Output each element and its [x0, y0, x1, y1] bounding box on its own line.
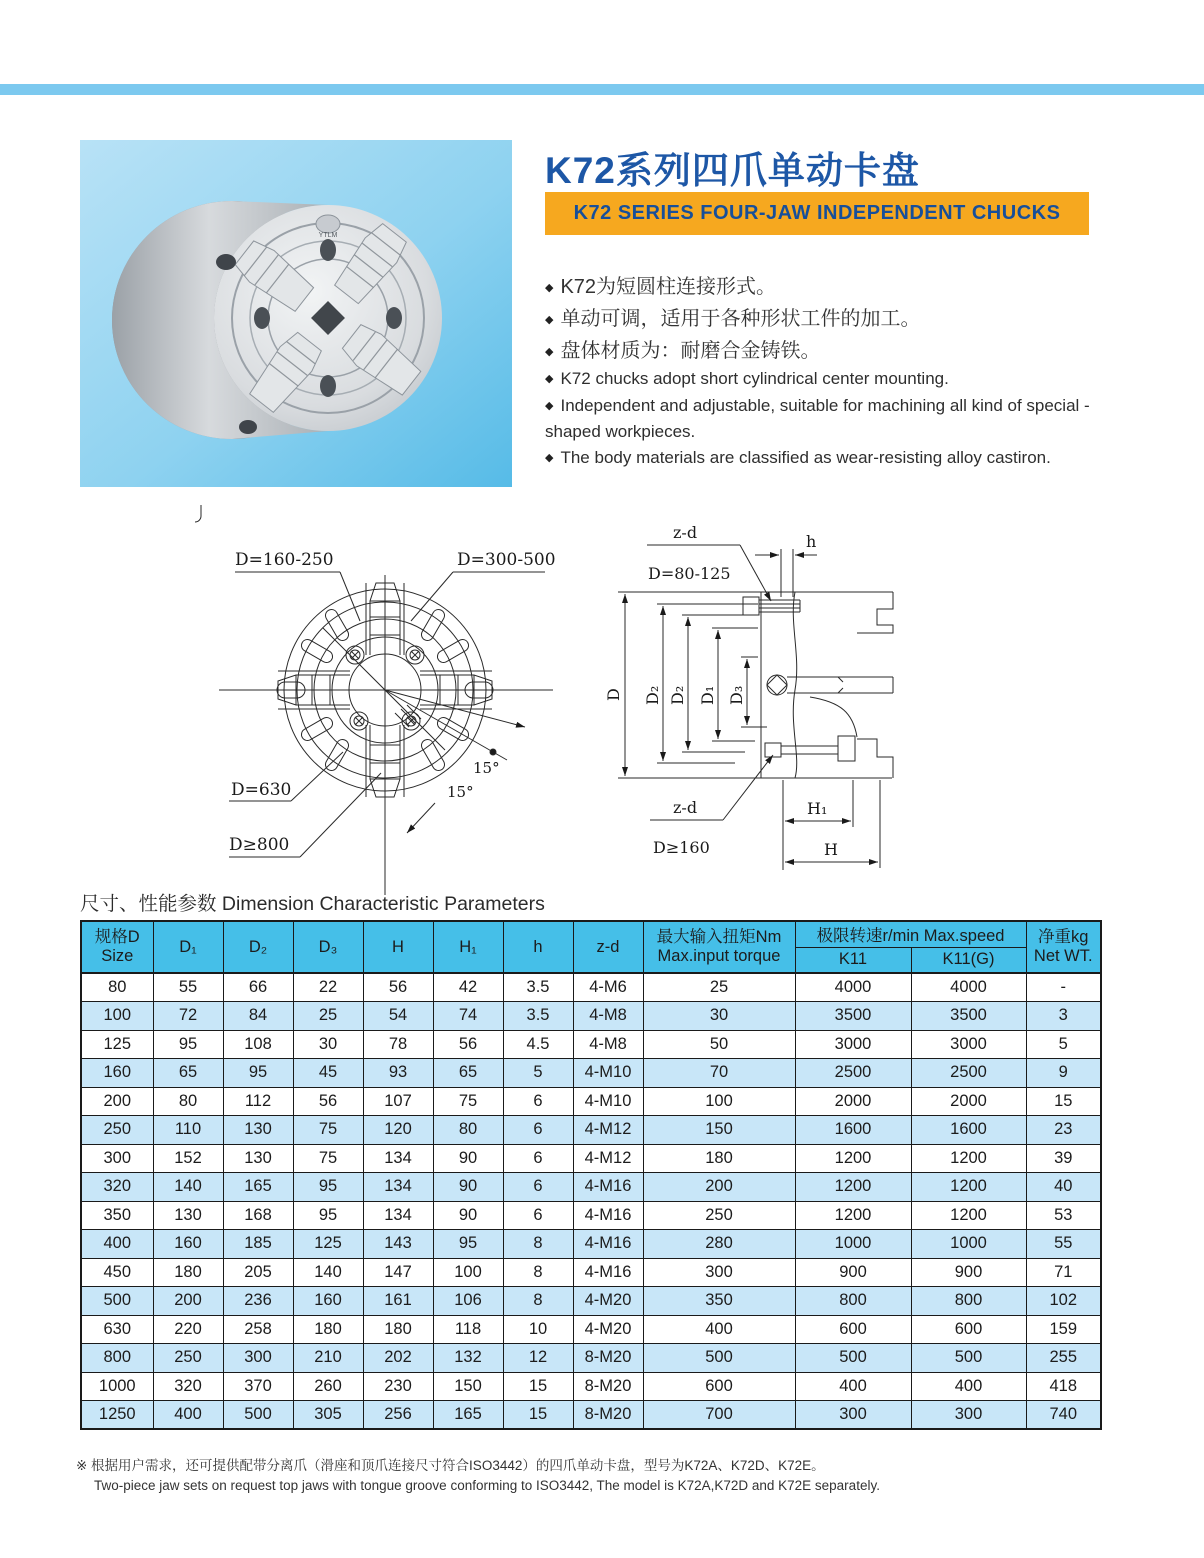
table-cell: 95 — [223, 1059, 293, 1088]
table-cell: 500 — [643, 1344, 795, 1373]
features-chinese — [545, 272, 1100, 368]
table-cell: 56 — [363, 973, 433, 1002]
table-row — [81, 1116, 1101, 1145]
table-cell: 255 — [1026, 1344, 1101, 1373]
table-cell: - — [1026, 973, 1101, 1002]
features-english — [545, 366, 1103, 471]
front-view-diagram — [195, 505, 590, 902]
table-cell: 4-M10 — [573, 1059, 643, 1088]
table-cell: 400 — [911, 1372, 1026, 1401]
col-header-size-en: Size — [101, 947, 134, 965]
table-cell: 130 — [223, 1144, 293, 1173]
table-cell: 112 — [223, 1087, 293, 1116]
col-header-torque-en: Max.input torque — [657, 947, 781, 965]
table-cell: 220 — [153, 1315, 223, 1344]
dim-label-d2a: D₂ — [643, 685, 662, 705]
table-cell: 78 — [363, 1030, 433, 1059]
feature-text: The body materials are classified as wear-resisting alloy castiron. — [560, 447, 1051, 467]
table-cell: 65 — [153, 1059, 223, 1088]
table-cell: 1000 — [795, 1230, 911, 1259]
diamond-bullet-icon: ◆ — [545, 346, 554, 358]
table-cell: 800 — [795, 1287, 911, 1316]
table-cell: 1250 — [81, 1401, 153, 1430]
col-header-size-cn: 规格D — [94, 928, 140, 946]
table-cell: 132 — [433, 1344, 503, 1373]
col-header-speed-group: 极限转速r/min Max.speed — [795, 921, 1026, 947]
table-cell: 8 — [503, 1230, 573, 1259]
feature-item — [545, 393, 1103, 445]
dim-label-d300-500: D=300-500 — [457, 550, 556, 570]
table-cell: 4-M10 — [573, 1087, 643, 1116]
table-cell: 107 — [363, 1087, 433, 1116]
table-cell: 147 — [363, 1258, 433, 1287]
table-cell: 400 — [153, 1401, 223, 1430]
table-cell: 80 — [153, 1087, 223, 1116]
table-cell: 1200 — [795, 1173, 911, 1202]
table-cell: 15 — [503, 1401, 573, 1430]
table-cell: 75 — [293, 1116, 363, 1145]
table-cell: 72 — [153, 1002, 223, 1031]
table-cell: 180 — [363, 1315, 433, 1344]
table-cell: 6 — [503, 1201, 573, 1230]
table-cell: 25 — [643, 973, 795, 1002]
col-header-weight-cn: 净重kg — [1038, 928, 1089, 946]
table-cell: 5 — [1026, 1030, 1101, 1059]
table-cell: 4-M20 — [573, 1315, 643, 1344]
table-cell: 800 — [81, 1344, 153, 1373]
table-row — [81, 1002, 1101, 1031]
table-cell: 300 — [81, 1144, 153, 1173]
table-cell: 300 — [795, 1401, 911, 1430]
col-header-k11g: K11(G) — [911, 947, 1026, 973]
table-cell: 320 — [153, 1372, 223, 1401]
table-cell: 280 — [643, 1230, 795, 1259]
table-cell: 165 — [223, 1173, 293, 1202]
feature-text: K72 chucks adopt short cylindrical center mounting. — [560, 369, 949, 388]
dim-label-h: H — [824, 840, 838, 859]
dim-label-d800: D≥800 — [229, 835, 290, 855]
table-cell: 400 — [643, 1315, 795, 1344]
table-cell: 202 — [363, 1344, 433, 1373]
diamond-bullet-icon: ◆ — [545, 373, 554, 385]
table-cell: 300 — [643, 1258, 795, 1287]
table-cell: 800 — [911, 1287, 1026, 1316]
dim-label-h1: H₁ — [807, 799, 828, 818]
feature-text: 盘体材质为：耐磨合金铸铁。 — [560, 340, 821, 362]
table-cell: 55 — [153, 973, 223, 1002]
table-cell: 4-M16 — [573, 1173, 643, 1202]
table-cell: 71 — [1026, 1258, 1101, 1287]
table-cell: 140 — [293, 1258, 363, 1287]
table-cell: 8-M20 — [573, 1401, 643, 1430]
table-row — [81, 1087, 1101, 1116]
table-cell: 100 — [433, 1258, 503, 1287]
table-cell: 740 — [1026, 1401, 1101, 1430]
table-cell: 500 — [81, 1287, 153, 1316]
table-cell: 70 — [643, 1059, 795, 1088]
table-cell: 143 — [363, 1230, 433, 1259]
feature-text: K72为短圆柱连接形式。 — [560, 276, 777, 298]
table-cell: 350 — [643, 1287, 795, 1316]
table-cell: 6 — [503, 1173, 573, 1202]
table-cell: 2000 — [911, 1087, 1026, 1116]
col-header-d2: D₂ — [223, 921, 293, 973]
subtitle-bar — [545, 192, 1089, 235]
table-cell: 320 — [81, 1173, 153, 1202]
table-cell: 110 — [153, 1116, 223, 1145]
table-cell: 15 — [503, 1372, 573, 1401]
table-cell: 6 — [503, 1144, 573, 1173]
table-cell: 1200 — [911, 1144, 1026, 1173]
table-cell: 95 — [153, 1030, 223, 1059]
table-cell: 8-M20 — [573, 1372, 643, 1401]
table-cell: 4000 — [911, 973, 1026, 1002]
table-cell: 161 — [363, 1287, 433, 1316]
table-cell: 2500 — [795, 1059, 911, 1088]
table-cell: 3000 — [911, 1030, 1026, 1059]
feature-text: Independent and adjustable, suitable for machining all kind of special -shaped workpieces. — [545, 395, 1090, 441]
table-cell: 40 — [1026, 1173, 1101, 1202]
table-cell: 90 — [433, 1201, 503, 1230]
table-cell: 45 — [293, 1059, 363, 1088]
feature-item — [545, 336, 1100, 368]
table-cell: 180 — [293, 1315, 363, 1344]
table-row — [81, 1030, 1101, 1059]
table-cell: 418 — [1026, 1372, 1101, 1401]
feature-item — [545, 272, 1100, 304]
table-cell: 140 — [153, 1173, 223, 1202]
col-header-k11: K11 — [795, 947, 911, 973]
table-cell: 106 — [433, 1287, 503, 1316]
table-cell: 108 — [223, 1030, 293, 1059]
dim-label-zd-top: z-d — [673, 523, 698, 542]
dimension-parameters-table — [80, 920, 1102, 1430]
chuck-photo-illustration — [80, 140, 512, 487]
table-cell: 120 — [363, 1116, 433, 1145]
table-cell: 1200 — [795, 1201, 911, 1230]
col-header-size — [81, 921, 153, 973]
table-cell: 230 — [363, 1372, 433, 1401]
table-cell: 134 — [363, 1201, 433, 1230]
table-row — [81, 1144, 1101, 1173]
table-cell: 8 — [503, 1258, 573, 1287]
dim-label-d160-250: D=160-250 — [235, 550, 334, 570]
table-cell: 6 — [503, 1087, 573, 1116]
table-cell: 4-M20 — [573, 1287, 643, 1316]
top-divider-stripe — [0, 84, 1204, 95]
table-row — [81, 973, 1101, 1002]
table-cell: 1000 — [81, 1372, 153, 1401]
table-cell: 130 — [153, 1201, 223, 1230]
table-cell: 93 — [363, 1059, 433, 1088]
table-cell: 260 — [293, 1372, 363, 1401]
feature-item — [545, 445, 1103, 472]
table-cell: 4-M8 — [573, 1002, 643, 1031]
table-cell: 23 — [1026, 1116, 1101, 1145]
table-cell: 150 — [433, 1372, 503, 1401]
col-header-d1: D₁ — [153, 921, 223, 973]
table-cell: 900 — [911, 1258, 1026, 1287]
table-cell: 4-M12 — [573, 1144, 643, 1173]
table-body — [81, 973, 1101, 1429]
col-header-torque-cn: 最大输入扭矩Nm — [656, 928, 782, 946]
table-cell: 74 — [433, 1002, 503, 1031]
table-cell: 250 — [153, 1344, 223, 1373]
table-cell: 500 — [795, 1344, 911, 1373]
table-cell: 450 — [81, 1258, 153, 1287]
table-cell: 80 — [433, 1116, 503, 1145]
table-cell: 84 — [223, 1002, 293, 1031]
table-cell: 350 — [81, 1201, 153, 1230]
table-cell: 600 — [911, 1315, 1026, 1344]
table-cell: 3500 — [795, 1002, 911, 1031]
table-cell: 125 — [81, 1030, 153, 1059]
page-subtitle: K72 SERIES FOUR-JAW INDEPENDENT CHUCKS — [573, 202, 1061, 224]
table-cell: 150 — [643, 1116, 795, 1145]
footnote-english: Two-piece jaw sets on request top jaws with tongue groove conforming to ISO3442, The model is K72A,K72D and K72E separately. — [94, 1478, 880, 1493]
dim-label-d80-125: D=80-125 — [648, 564, 731, 583]
dim-label-d160: D≥160 — [653, 838, 710, 857]
table-cell: 160 — [153, 1230, 223, 1259]
table-row — [81, 1344, 1101, 1373]
table-cell: 200 — [81, 1087, 153, 1116]
table-cell: 1000 — [911, 1230, 1026, 1259]
col-header-h: h — [503, 921, 573, 973]
col-header-torque — [643, 921, 795, 973]
angle-label-15a: 15° — [473, 759, 500, 777]
table-cell: 10 — [503, 1315, 573, 1344]
col-header-d3: D₃ — [293, 921, 363, 973]
table-cell: 180 — [153, 1258, 223, 1287]
table-cell: 370 — [223, 1372, 293, 1401]
table-row — [81, 1287, 1101, 1316]
table-cell: 80 — [81, 973, 153, 1002]
table-row — [81, 1372, 1101, 1401]
table-row — [81, 1201, 1101, 1230]
table-cell: 30 — [643, 1002, 795, 1031]
table-row — [81, 1230, 1101, 1259]
table-cell: 65 — [433, 1059, 503, 1088]
dim-label-d630: D=630 — [231, 780, 292, 800]
table-cell: 210 — [293, 1344, 363, 1373]
table-row — [81, 1059, 1101, 1088]
table-cell: 500 — [911, 1344, 1026, 1373]
table-cell: 258 — [223, 1315, 293, 1344]
table-row — [81, 1173, 1101, 1202]
table-cell: 2000 — [795, 1087, 911, 1116]
table-cell: 165 — [433, 1401, 503, 1430]
table-cell: 1600 — [795, 1116, 911, 1145]
table-cell: 2500 — [911, 1059, 1026, 1088]
table-cell: 4-M6 — [573, 973, 643, 1002]
dim-label-d2b: D₂ — [668, 685, 687, 705]
col-header-H: H — [363, 921, 433, 973]
diamond-bullet-icon: ◆ — [545, 282, 554, 294]
diamond-bullet-icon: ◆ — [545, 399, 554, 412]
table-cell: 90 — [433, 1173, 503, 1202]
table-cell: 152 — [153, 1144, 223, 1173]
footnotes — [76, 1456, 1126, 1496]
table-cell: 95 — [433, 1230, 503, 1259]
table-cell: 66 — [223, 973, 293, 1002]
table-cell: 8-M20 — [573, 1344, 643, 1373]
table-cell: 250 — [81, 1116, 153, 1145]
table-cell: 236 — [223, 1287, 293, 1316]
table-cell: 200 — [153, 1287, 223, 1316]
table-cell: 6 — [503, 1116, 573, 1145]
table-cell: 1600 — [911, 1116, 1026, 1145]
table-cell: 4-M16 — [573, 1258, 643, 1287]
table-cell: 100 — [643, 1087, 795, 1116]
table-cell: 134 — [363, 1173, 433, 1202]
table-cell: 1200 — [911, 1173, 1026, 1202]
table-cell: 130 — [223, 1116, 293, 1145]
table-cell: 90 — [433, 1144, 503, 1173]
table-cell: 1200 — [795, 1144, 911, 1173]
feature-item — [545, 304, 1100, 336]
table-cell: 4-M8 — [573, 1030, 643, 1059]
section-view-diagram — [595, 505, 915, 895]
table-cell: 400 — [795, 1372, 911, 1401]
table-cell: 56 — [293, 1087, 363, 1116]
dim-label-d1: D₁ — [698, 685, 717, 705]
table-cell: 3500 — [911, 1002, 1026, 1031]
table-cell: 159 — [1026, 1315, 1101, 1344]
table-cell: 30 — [293, 1030, 363, 1059]
diamond-bullet-icon: ◆ — [545, 451, 554, 464]
table-cell: 102 — [1026, 1287, 1101, 1316]
dim-label-zd-bottom: z-d — [673, 798, 698, 817]
table-cell: 200 — [643, 1173, 795, 1202]
table-cell: 3.5 — [503, 1002, 573, 1031]
table-cell: 256 — [363, 1401, 433, 1430]
table-cell: 22 — [293, 973, 363, 1002]
table-cell: 125 — [293, 1230, 363, 1259]
table-cell: 160 — [81, 1059, 153, 1088]
table-cell: 3.5 — [503, 973, 573, 1002]
table-cell: 400 — [81, 1230, 153, 1259]
table-row — [81, 1315, 1101, 1344]
table-row — [81, 1401, 1101, 1430]
table-cell: 118 — [433, 1315, 503, 1344]
table-section-title: 尺寸、性能参数 Dimension Characteristic Parameters — [80, 893, 545, 915]
table-cell: 205 — [223, 1258, 293, 1287]
feature-text: 单动可调，适用于各种形状工件的加工。 — [560, 308, 921, 330]
col-header-H1: H₁ — [433, 921, 503, 973]
table-cell: 42 — [433, 973, 503, 1002]
page-title: K72系列四爪单动卡盘 — [545, 150, 920, 191]
table-cell: 700 — [643, 1401, 795, 1430]
diamond-bullet-icon: ◆ — [545, 314, 554, 326]
table-cell: 180 — [643, 1144, 795, 1173]
table-cell: 630 — [81, 1315, 153, 1344]
table-cell: 3000 — [795, 1030, 911, 1059]
col-header-weight-en: Net WT. — [1033, 947, 1093, 965]
table-cell: 305 — [293, 1401, 363, 1430]
table-cell: 15 — [1026, 1087, 1101, 1116]
table-cell: 185 — [223, 1230, 293, 1259]
table-cell: 4-M16 — [573, 1230, 643, 1259]
table-cell: 75 — [293, 1144, 363, 1173]
table-cell: 300 — [223, 1344, 293, 1373]
table-cell: 56 — [433, 1030, 503, 1059]
table-cell: 9 — [1026, 1059, 1101, 1088]
table-cell: 39 — [1026, 1144, 1101, 1173]
table-cell: 250 — [643, 1201, 795, 1230]
table-header — [81, 921, 1101, 973]
table-cell: 600 — [795, 1315, 911, 1344]
table-cell: 4-M16 — [573, 1201, 643, 1230]
table-cell: 54 — [363, 1002, 433, 1031]
table-cell: 900 — [795, 1258, 911, 1287]
dim-label-h-small: h — [806, 532, 817, 551]
table-cell: 160 — [293, 1287, 363, 1316]
table-cell: 3 — [1026, 1002, 1101, 1031]
table-cell: 50 — [643, 1030, 795, 1059]
product-photo — [80, 140, 512, 487]
col-header-zd: z-d — [573, 921, 643, 973]
table-row — [81, 1258, 1101, 1287]
table-cell: 53 — [1026, 1201, 1101, 1230]
col-header-weight — [1026, 921, 1101, 973]
table-cell: 4.5 — [503, 1030, 573, 1059]
table-cell: 25 — [293, 1002, 363, 1031]
table-cell: 8 — [503, 1287, 573, 1316]
dim-label-d3: D₃ — [727, 685, 746, 705]
table-cell: 75 — [433, 1087, 503, 1116]
table-cell: 95 — [293, 1173, 363, 1202]
footnote-chinese: ※ 根据用户需求，还可提供配带分离爪（滑座和顶爪连接尺寸符合ISO3442）的四爪单动卡盘，型号为K72A、K72D、K72E。 — [76, 1458, 825, 1473]
angle-label-15b: 15° — [447, 783, 474, 801]
table-cell: 500 — [223, 1401, 293, 1430]
table-cell: 5 — [503, 1059, 573, 1088]
table-cell: 95 — [293, 1201, 363, 1230]
table-cell: 600 — [643, 1372, 795, 1401]
table-cell: 4-M12 — [573, 1116, 643, 1145]
table-cell: 134 — [363, 1144, 433, 1173]
table-cell: 300 — [911, 1401, 1026, 1430]
feature-item — [545, 366, 1103, 393]
brand-logo-text: YTLM — [318, 232, 338, 239]
table-cell: 12 — [503, 1344, 573, 1373]
table-cell: 100 — [81, 1002, 153, 1031]
table-cell: 1200 — [911, 1201, 1026, 1230]
table-cell: 4000 — [795, 973, 911, 1002]
table-cell: 168 — [223, 1201, 293, 1230]
table-cell: 55 — [1026, 1230, 1101, 1259]
dim-label-d: D — [604, 688, 623, 701]
